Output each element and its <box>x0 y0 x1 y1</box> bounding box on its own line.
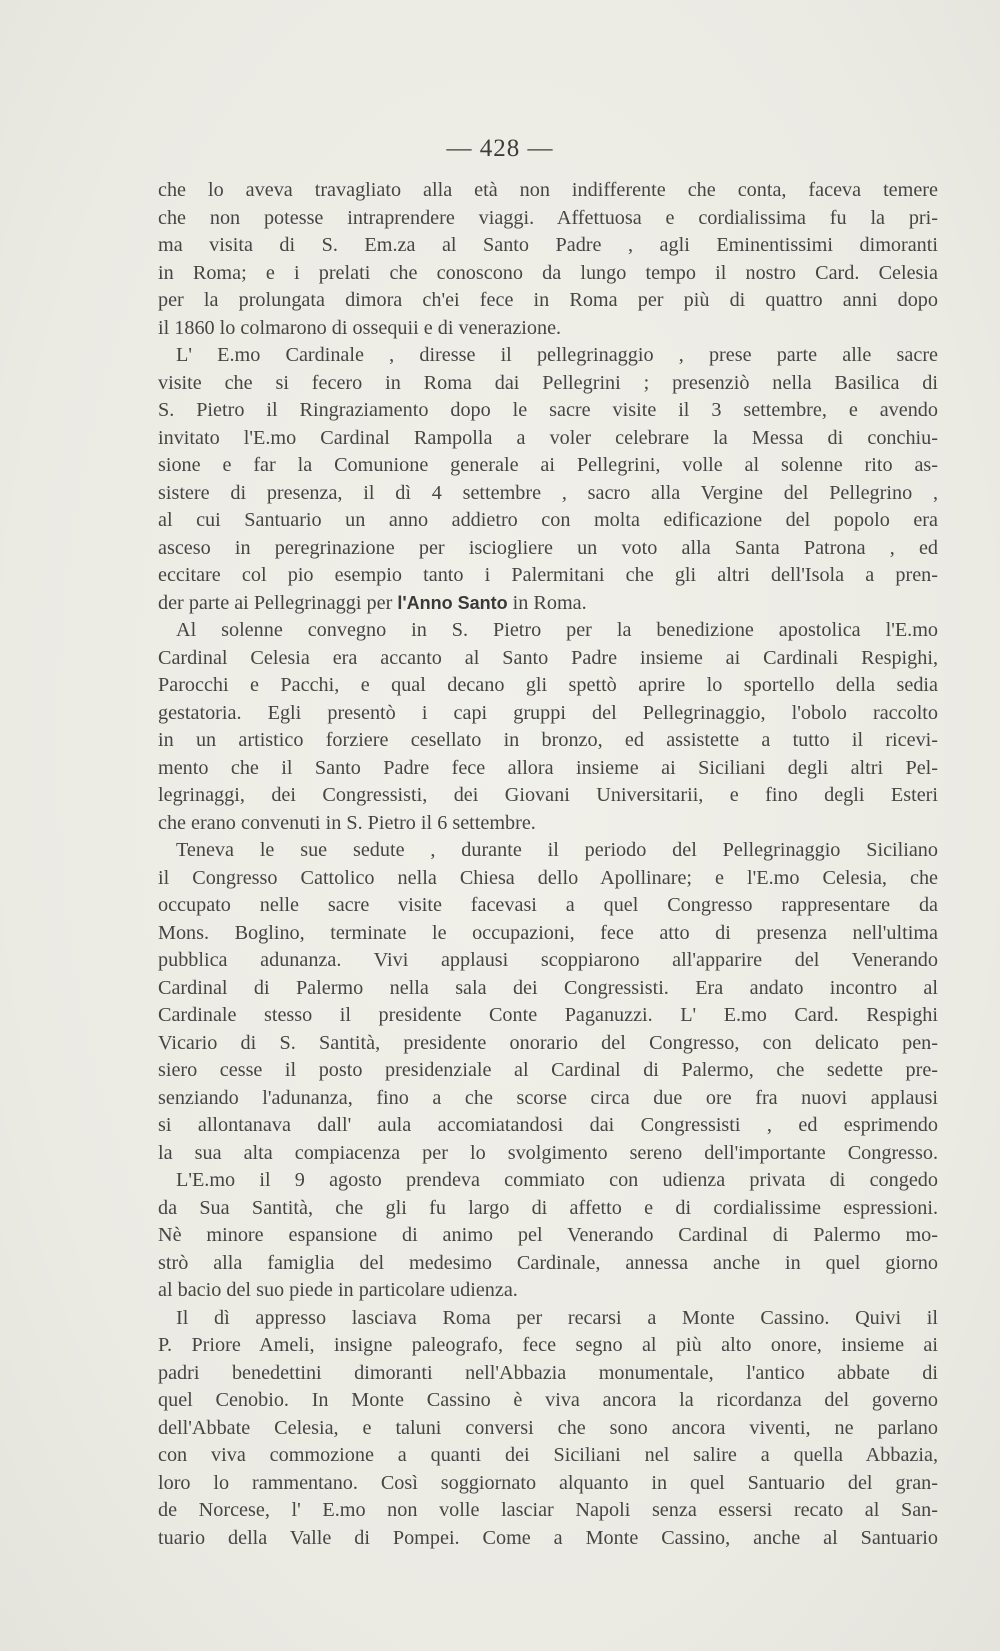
text-line: L' E.mo Cardinale , diresse il pellegrinaggio , prese parte alle sacre <box>176 344 938 366</box>
text-line: si allontanava dall' aula accomiatandosi dai Congressisti , ed esprimendo <box>158 1114 938 1136</box>
text-line: in un artistico forziere cesellato in bronzo, ed assistette a tutto il ricevi- <box>158 729 938 751</box>
text-line: da Sua Santità, che gli fu largo di affetto e di cordialissime espressioni. <box>158 1196 938 1219</box>
text-line: siero cesse il posto presidenziale al Cardinal di Palermo, che sedette pre- <box>158 1059 938 1081</box>
text-segment: der parte ai Pellegrinaggi per <box>158 591 398 614</box>
text-line: tuario della Valle di Pompei. Come a Monte Cassino, anche al Santuario <box>158 1526 938 1549</box>
text-line: Cardinal di Palermo nella sala dei Congressisti. Era andato incontro al <box>158 976 938 999</box>
text-line: dell'Abbate Celesia, e taluni conversi che sono ancora viventi, ne parlano <box>158 1416 938 1439</box>
body-text <box>158 177 938 1552</box>
text-line: che erano convenuti in S. Pietro il 6 settembre. <box>158 811 536 834</box>
text-line: pubblica adunanza. Vivi applausi scoppiarono all'apparire del Venerando <box>158 949 938 971</box>
text-line: occupato nelle sacre visite facevasi a quel Congresso rappresentare da <box>158 894 938 916</box>
text-line: de Norcese, l' E.mo non volle lasciar Napoli senza essersi recato al San- <box>158 1499 938 1521</box>
text-line: Cardinale stesso il presidente Conte Paganuzzi. L' E.mo Card. Respighi <box>158 1004 938 1026</box>
text-line: con viva commozione a quanti dei Siciliani nel salire a quella Abbazia, <box>158 1444 938 1466</box>
text-line: Nè minore espansione di animo pel Venerando Cardinal di Palermo mo- <box>158 1224 938 1246</box>
text-line: Teneva le sue sedute , durante il periodo del Pellegrinaggio Siciliano <box>176 839 938 861</box>
text-line: senziando l'adunanza, fino a che scorse circa due ore fra nuovi applausi <box>158 1086 938 1109</box>
text-line: al bacio del suo piede in particolare udienza. <box>158 1279 518 1301</box>
text-line: sistere di presenza, il dì 4 settembre , sacro alla Vergine del Pellegrino , <box>158 481 938 504</box>
text-line: che non potesse intraprendere viaggi. Affettuosa e cordialissima fu la pri- <box>158 206 938 229</box>
text-line: loro lo rammentano. Così soggiornato alquanto in quel Santuario del gran- <box>158 1471 938 1494</box>
text-line: mento che il Santo Padre fece allora insieme ai Siciliani degli altri Pel- <box>158 756 938 779</box>
text-line: asceso in peregrinazione per isciogliere un voto alla Santa Patrona , ed <box>158 536 938 559</box>
text-line: il 1860 lo colmarono di ossequii e di venerazione. <box>158 316 562 339</box>
text-line: Parocchi e Pacchi, e qual decano gli spettò aprire lo sportello della sedia <box>158 674 938 696</box>
text-segment: in Roma. <box>507 591 587 614</box>
text-line: P. Priore Ameli, insigne paleografo, fece segno al più alto onore, insieme ai <box>158 1334 938 1356</box>
emphasized-text: l'Anno Santo <box>397 592 508 613</box>
text-line: S. Pietro il Ringraziamento dopo le sacre visite il 3 settembre, e avendo <box>158 399 938 421</box>
text-line: il Congresso Cattolico nella Chiesa dello Apollinare; e l'E.mo Celesia, che <box>158 866 938 889</box>
text-line: L'E.mo il 9 agosto prendeva commiato con udienza privata di congedo <box>176 1169 938 1191</box>
text-line: Mons. Boglino, terminate le occupazioni, fece atto di presenza nell'ultima <box>158 921 938 944</box>
text-line: Vicario di S. Santità, presidente onorario del Congresso, con delicato pen- <box>158 1031 938 1054</box>
text-line: per la prolungata dimora ch'ei fece in Roma per più di quattro anni dopo <box>158 289 938 311</box>
page-number: — 428 — <box>446 135 554 162</box>
text-line: ma visita di S. Em.za al Santo Padre , agli Eminentissimi dimoranti <box>158 234 938 256</box>
text-line: in Roma; e i prelati che conoscono da lungo tempo il nostro Card. Celesia <box>158 261 938 284</box>
text-line: eccitare col pio esempio tanto i Palermitani che gli altri dell'Isola a pren- <box>158 564 938 586</box>
text-line: padri benedettini dimoranti nell'Abbazia monumentale, l'antico abbate di <box>158 1361 938 1384</box>
text-line: Il dì appresso lasciava Roma per recarsi a Monte Cassino. Quivi il <box>176 1306 938 1329</box>
text-line: la sua alta compiacenza per lo svolgimento sereno dell'importante Congresso. <box>158 1141 938 1164</box>
text-line <box>158 590 938 618</box>
text-line: legrinaggi, dei Congressisti, dei Giovani Universitarii, e fino degli Esteri <box>158 784 938 806</box>
text-line: invitato l'E.mo Cardinal Rampolla a voler celebrare la Messa di conchiu- <box>158 426 938 449</box>
text-line: Cardinal Celesia era accanto al Santo Padre insieme ai Cardinali Respighi, <box>158 646 938 669</box>
text-line: visite che si fecero in Roma dai Pellegrini ; presenziò nella Basilica di <box>158 371 938 394</box>
text-line: quel Cenobio. In Monte Cassino è viva ancora la ricordanza del governo <box>158 1389 938 1411</box>
text-line: Al solenne convegno in S. Pietro per la benedizione apostolica l'E.mo <box>176 619 938 641</box>
text-line: che lo aveva travagliato alla età non indifferente che conta, faceva temere <box>158 179 938 201</box>
text-line: sione e far la Comunione generale ai Pellegrini, volle al solenne rito as- <box>158 454 938 476</box>
text-line: gestatoria. Egli presentò i capi gruppi del Pellegrinaggio, l'obolo raccolto <box>158 701 938 724</box>
text-line: al cui Santuario un anno addietro con molta edificazione del popolo era <box>158 509 938 531</box>
text-line: strò alla famiglia del medesimo Cardinale, annessa anche in quel giorno <box>158 1251 938 1274</box>
